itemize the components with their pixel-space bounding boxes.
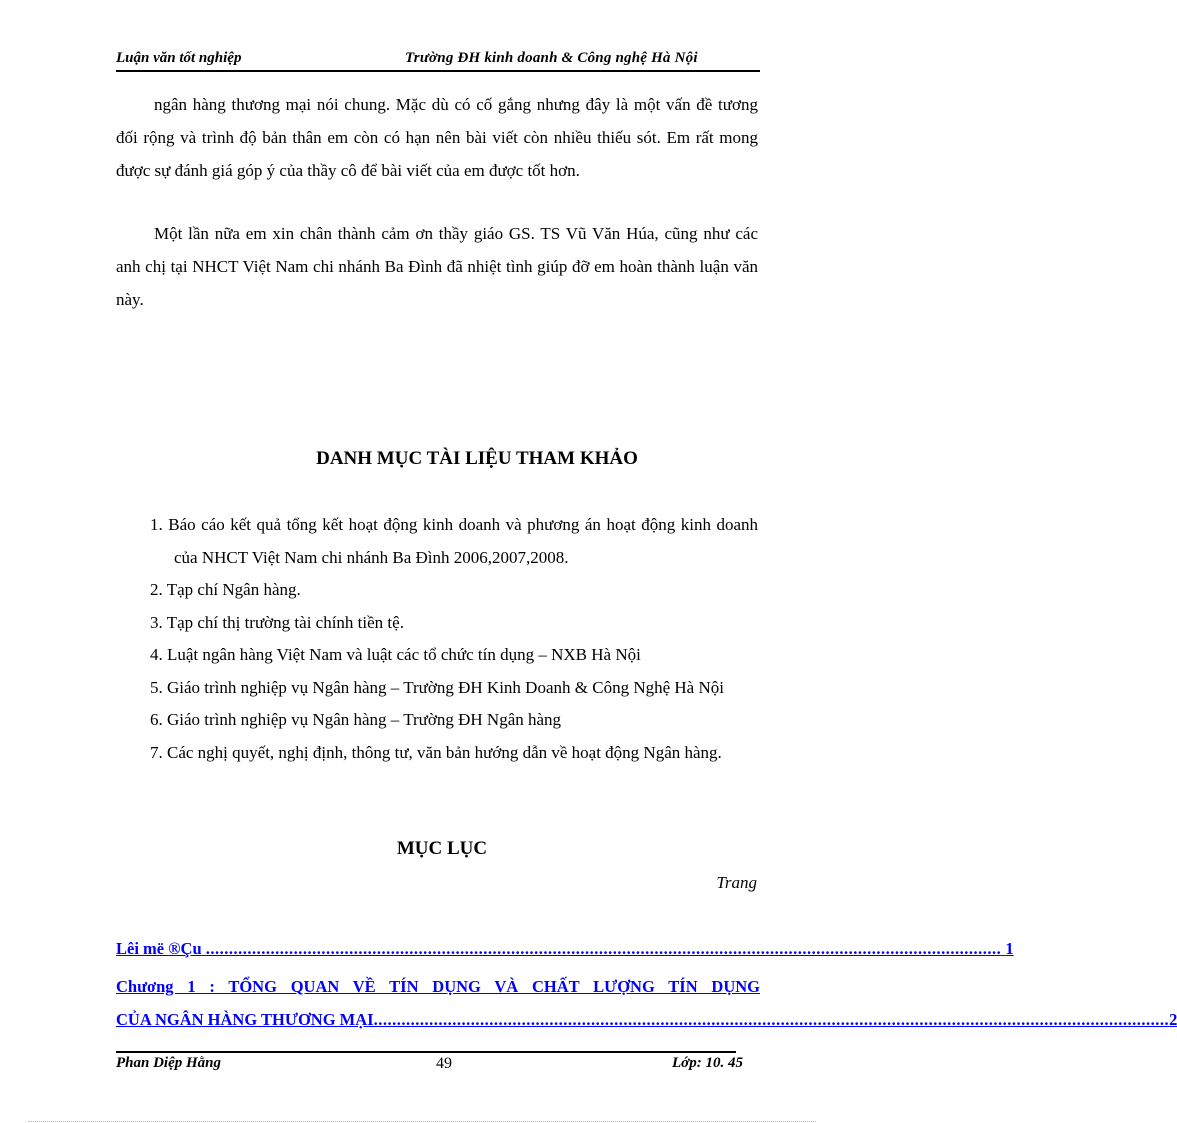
toc-entry-label: Lêi më ®Çu xyxy=(116,939,202,958)
footer-class: Lớp: 10. 45 xyxy=(672,1055,743,1071)
toc-page-column-label: Trang xyxy=(716,873,757,892)
page-bottom-border xyxy=(28,1121,816,1122)
reference-item: 7. Các nghị quyết, nghị định, thông tư, văn bản hướng dẫn về hoạt động Ngân hàng. xyxy=(150,742,722,762)
toc-entry-label-line1: Chương 1 : TỔNG QUAN VỀ TÍN DỤNG VÀ CHẤT LƯỢNG TÍN DỤNG xyxy=(116,977,760,996)
toc-entry-label: CỦA NGÂN HÀNG THƯƠNG MẠI xyxy=(116,1010,374,1029)
footer-author: Phan Diệp Hằng xyxy=(116,1055,222,1071)
toc-entry-page: 1 xyxy=(1005,939,1014,958)
toc-title: MỤC LỤC xyxy=(396,838,488,859)
toc-entry-page: 2 xyxy=(1169,1010,1177,1029)
footer-rule xyxy=(116,1051,736,1053)
paragraph-1: ngân hàng thương mại nói chung. Mặc dù có cố gắng nhưng đây là một vấn đề tương đối rộng và trình độ bản thân em còn có hạn nên bài viết còn nhiều thiếu sót. Em rất mong được sự đánh giá góp ý của thầy cô để bài viết của em được tốt hơn. xyxy=(116,95,758,180)
header-left: Luận văn tốt nghiệp xyxy=(116,50,242,66)
toc-entry-chapter-1 xyxy=(116,970,1177,1036)
reference-item: 5. Giáo trình nghiệp vụ Ngân hàng – Trường ĐH Kinh Doanh & Công Nghệ Hà Nội xyxy=(150,677,724,697)
reference-item: 4. Luật ngân hàng Việt Nam và luật các tổ chức tín dụng – NXB Hà Nội xyxy=(150,645,641,664)
references-list xyxy=(150,509,758,769)
toc-leader-dots: ............................................................................................................................................................................ xyxy=(205,939,1002,958)
references-title: DANH MỤC TÀI LIỆU THAM KHẢO xyxy=(316,448,638,469)
paragraph-2: Một lần nữa em xin chân thành cảm ơn thầy giáo GS. TS Vũ Văn Húa, cũng như các anh chị tại NHCT Việt Nam chi nhánh Ba Đình đã nhiệt tình giúp đỡ em hoàn thành luận văn này. xyxy=(116,224,758,309)
toc-entry-intro xyxy=(116,939,1014,959)
header-right: Trường ĐH kinh doanh & Công nghệ Hà Nội xyxy=(405,50,698,66)
reference-item: 3. Tạp chí thị trường tài chính tiền tệ. xyxy=(150,612,404,632)
reference-item: 6. Giáo trình nghiệp vụ Ngân hàng – Trường ĐH Ngân hàng xyxy=(150,710,562,729)
toc-leader-dots: ............................................................................................................................................................................ xyxy=(373,1010,1170,1029)
toc-link-intro[interactable] xyxy=(116,939,1014,959)
page-number: 49 xyxy=(436,1055,452,1072)
reference-item: 2. Tạp chí Ngân hàng. xyxy=(150,580,301,599)
reference-item: 1. Báo cáo kết quả tổng kết hoạt động kinh doanh và phương án hoạt động kinh doanh của NHCT Việt Nam chi nhánh Ba Đình 2006,2007,2008. xyxy=(150,515,758,567)
toc-link-chapter-1[interactable] xyxy=(116,970,1177,1036)
page-header xyxy=(116,48,760,72)
